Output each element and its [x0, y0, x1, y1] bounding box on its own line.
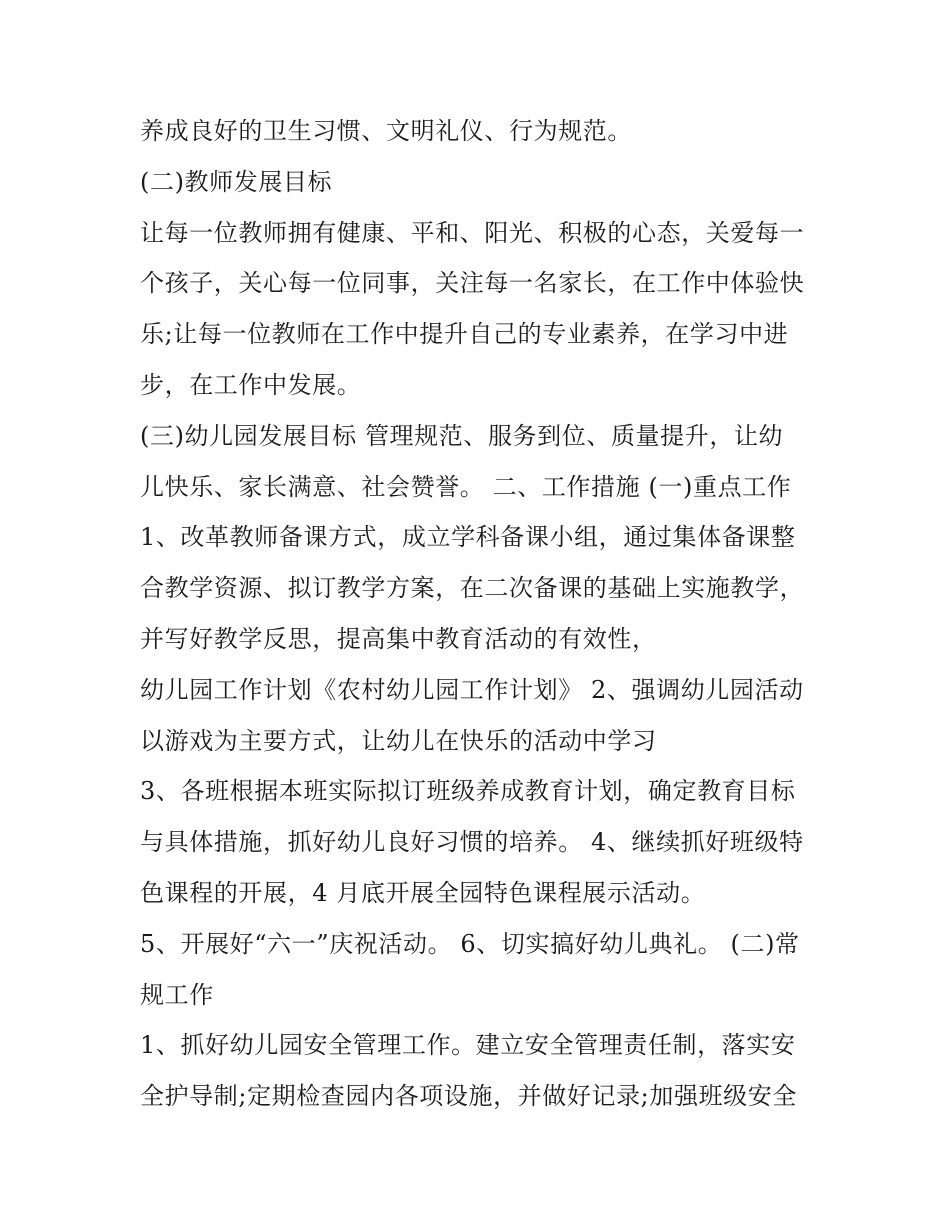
text-line: 步，在工作中发展。 [140, 370, 362, 399]
text-line: (三)幼儿园发展目标 管理规范、服务到位、质量提升，让幼 [140, 421, 784, 450]
text-line: 并写好教学反思，提高集中教育活动的有效性， [140, 624, 657, 653]
text-line: 1、改革教师备课方式，成立学科备课小组，通过集体备课整 [140, 523, 796, 552]
text-line: 全护导制;定期检查园内各项设施，并做好记录;加强班级安全 [140, 1082, 797, 1111]
text-line: 让每一位教师拥有健康、平和、阳光、积极的心态，关爱每一 [140, 218, 805, 247]
text-line: 规工作 [140, 980, 214, 1009]
text-line: 养成良好的卫生习惯、文明礼仪、行为规范。 [140, 117, 632, 145]
text-line: 幼儿园工作计划《农村幼儿园工作计划》 2、强调幼儿园活动 [140, 675, 804, 704]
text-line: 3、各班根据本班实际拟订班级养成教育计划，确定教育目标 [140, 777, 796, 806]
text-line: 与具体措施，抓好幼儿良好习惯的培养。 4、继续抓好班级特 [140, 828, 804, 857]
text-line: 5、开展好“六一”庆祝活动。 6、切实搞好幼儿典礼。 (二)常 [140, 929, 800, 958]
text-line: 1、抓好幼儿园安全管理工作。建立安全管理责任制，落实安 [140, 1031, 796, 1060]
document-text-body [140, 106, 830, 1122]
text-line: 色课程的开展，4 月底开展全园特色课程展示活动。 [140, 878, 706, 907]
text-line: 乐;让每一位教师在工作中提升自己的专业素养，在学习中进 [140, 320, 789, 349]
text-line: 以游戏为主要方式，让幼儿在快乐的活动中学习 [140, 726, 657, 755]
text-line: 个孩子，关心每一位同事，关注每一名家长，在工作中体验快 [140, 269, 805, 298]
text-line: 合教学资源、拟订教学方案，在二次备课的基础上实施教学， [140, 574, 805, 603]
text-line: 儿快乐、家长满意、社会赞誉。 二、工作措施 (一)重点工作 [140, 472, 792, 501]
text-line: (二)教师发展目标 [140, 167, 333, 196]
